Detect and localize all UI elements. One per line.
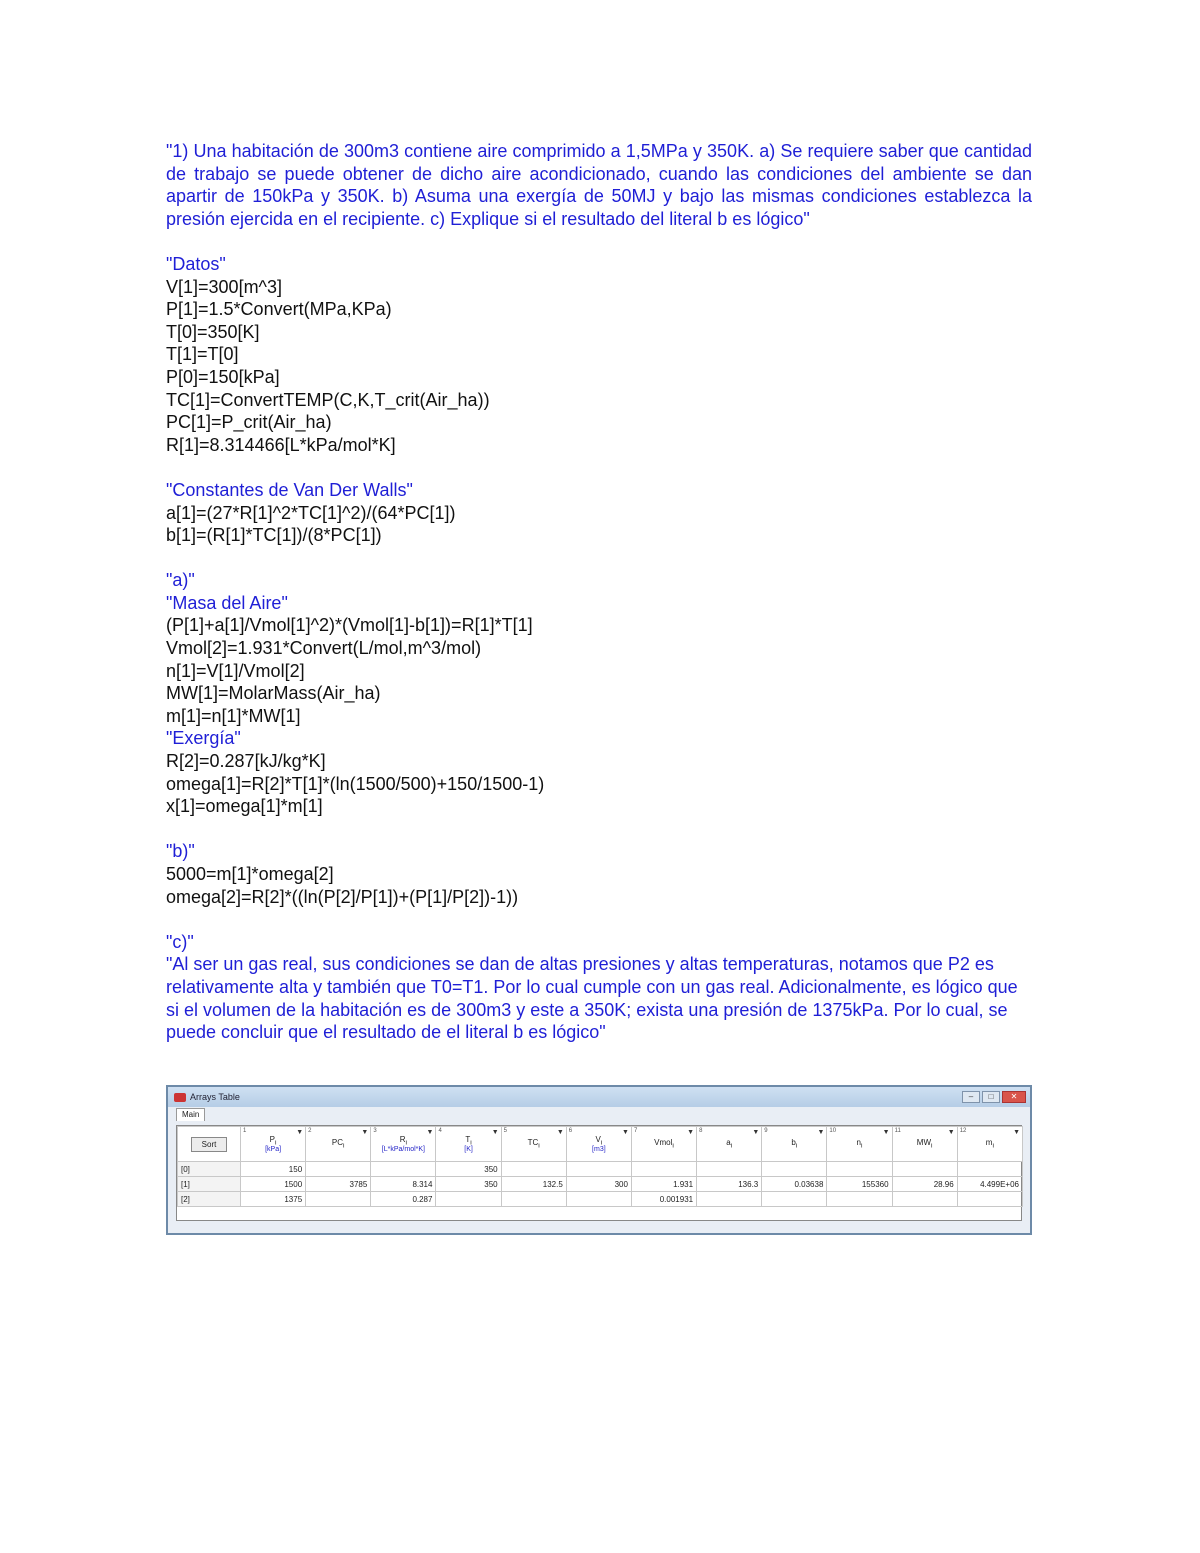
table-cell[interactable]: 150 [241, 1162, 306, 1177]
masa-block [166, 614, 1032, 727]
code-line: a[1]=(27*R[1]^2*TC[1]^2)/(64*PC[1]) [166, 502, 456, 523]
table-cell[interactable]: 1.931 [631, 1177, 696, 1192]
code-line: (P[1]+a[1]/Vmol[1]^2)*(Vmol[1]-b[1])=R[1]*T[1] [166, 615, 533, 636]
arrays-table [177, 1126, 1023, 1207]
column-header-a[interactable] [697, 1127, 762, 1162]
column-name: b [791, 1138, 796, 1148]
column-header-r[interactable] [371, 1127, 436, 1162]
part-b-heading: "b)" [166, 841, 195, 862]
column-index: 10 [829, 1128, 837, 1134]
table-cell[interactable] [762, 1192, 827, 1207]
table-cell[interactable] [436, 1192, 501, 1207]
window-titlebar[interactable] [168, 1087, 1030, 1107]
column-menu-icon[interactable]: ▼ [947, 1129, 955, 1136]
column-index: 4 [438, 1128, 442, 1134]
column-subscript: i [600, 1139, 603, 1147]
table-cell[interactable]: 350 [436, 1177, 501, 1192]
column-menu-icon[interactable]: ▼ [817, 1129, 825, 1136]
row-index[interactable]: [2] [178, 1192, 241, 1207]
table-cell[interactable] [371, 1162, 436, 1177]
column-name: PC [331, 1138, 344, 1148]
column-subscript: i [470, 1139, 472, 1147]
table-cell[interactable]: 1500 [241, 1177, 306, 1192]
column-subscript: i [343, 1142, 345, 1150]
column-unit: [m3] [592, 1146, 606, 1154]
code-line: 5000=m[1]*omega[2] [166, 864, 334, 884]
problem-statement: "1) Una habitación de 300m3 contiene aire comprimido a 1,5MPa y 350K. a) Se requiere saber que cantidad de trabajo se puede obtener de dicho aire acondicionado, cuando las condiciones del ambiente se dan apartir de 150kPa y 350K. b) Asuma una exergía de 50MJ y bajo las mismas condiciones establezca la presión ejercida en el recipiente. c) Explique si el resultado del literal b es lógico" [166, 141, 1032, 229]
column-name: V [595, 1134, 601, 1144]
column-index: 11 [894, 1128, 901, 1134]
column-name: m [985, 1138, 993, 1148]
column-menu-icon[interactable]: ▼ [296, 1129, 304, 1136]
conclusion-text: "Al ser un gas real, sus condiciones se dan de altas presiones y altas temperaturas, notamos que P2 es relativamente alta y también que T0=T1. Por lo cual cumple con un gas real. Adicionalmente, es lógico que si el volumen de la habitación es de 300m3 y este a 350K; exista una presión de 1375kPa. Por lo cual, se puede concluir que el resultado de el literal b es lógico" [166, 954, 1018, 1043]
column-subscript: i [405, 1139, 408, 1147]
table-cell[interactable] [631, 1162, 696, 1177]
table-cell[interactable]: 1375 [241, 1192, 306, 1207]
code-line: x[1]=omega[1]*m[1] [166, 796, 323, 817]
code-line: omega[2]=R[2]*((ln(P[2]/P[1])+(P[1]/P[2])-1)) [166, 886, 519, 907]
vdw-block [166, 502, 1032, 547]
table-cell[interactable] [566, 1162, 631, 1177]
column-header-vmol[interactable] [631, 1127, 696, 1162]
column-menu-icon[interactable]: ▼ [687, 1129, 695, 1136]
table-cell[interactable]: 132.5 [501, 1177, 566, 1192]
arrays-grid [176, 1125, 1022, 1221]
column-menu-icon[interactable]: ▼ [622, 1129, 629, 1136]
column-name: Vmol [654, 1138, 673, 1148]
exergia-heading: "Exergía" [166, 728, 241, 749]
column-header-tc[interactable] [501, 1127, 566, 1162]
column-subscript: i [275, 1139, 277, 1147]
code-line: R[2]=0.287[kJ/kg*K] [166, 751, 326, 772]
code-line: MW[1]=MolarMass(Air_ha) [166, 683, 381, 704]
table-row [178, 1162, 1023, 1177]
table-cell[interactable] [501, 1192, 566, 1207]
code-line: T[0]=350[K] [166, 321, 260, 342]
table-cell[interactable]: 155360 [827, 1177, 892, 1192]
code-line: R[1]=8.314466[L*kPa/mol*K] [166, 434, 396, 455]
code-line: Vmol[2]=1.931*Convert(L/mol,m^3/mol) [166, 638, 482, 659]
column-subscript: i [860, 1142, 863, 1150]
column-header-pc[interactable] [306, 1127, 371, 1162]
header-row [178, 1127, 1023, 1162]
column-header-b[interactable] [762, 1127, 827, 1162]
column-header-t[interactable] [436, 1127, 501, 1162]
column-name: R [399, 1134, 406, 1144]
row-index[interactable]: [0] [178, 1162, 241, 1177]
column-index: 5 [503, 1128, 507, 1134]
column-header-m[interactable] [957, 1127, 1022, 1162]
vdw-heading: "Constantes de Van Der Walls" [166, 479, 413, 500]
column-name: n [856, 1138, 861, 1148]
column-name: TC [527, 1138, 539, 1148]
code-line: b[1]=(R[1]*TC[1])/(8*PC[1]) [166, 525, 382, 546]
column-subscript: i [992, 1142, 994, 1150]
column-unit: [kPa] [265, 1146, 282, 1154]
table-cell[interactable] [762, 1162, 827, 1177]
column-menu-icon[interactable]: ▼ [361, 1129, 369, 1136]
table-cell[interactable] [566, 1192, 631, 1207]
code-line: m[1]=n[1]*MW[1] [166, 705, 301, 726]
column-subscript: i [931, 1142, 933, 1150]
sort-button[interactable]: Sort [191, 1137, 228, 1152]
column-index: 7 [633, 1128, 638, 1134]
column-subscript: i [795, 1142, 798, 1150]
part-c-heading: "c)" [166, 931, 194, 952]
column-index: 6 [568, 1128, 573, 1134]
column-index: 12 [959, 1128, 967, 1134]
table-cell[interactable] [957, 1192, 1022, 1207]
column-subscript: i [672, 1142, 674, 1150]
sort-header-cell [178, 1127, 241, 1162]
part-a-heading: "a)" [166, 570, 195, 591]
exergia-block [166, 750, 1032, 818]
column-header-v[interactable] [566, 1127, 631, 1162]
table-cell[interactable] [827, 1192, 892, 1207]
code-line: P[1]=1.5*Convert(MPa,KPa) [166, 299, 392, 320]
table-cell[interactable]: 8.314 [371, 1177, 436, 1192]
column-unit: [L*kPa/mol*K] [381, 1146, 425, 1154]
arrays-table-window [166, 1085, 1032, 1235]
table-cell[interactable] [501, 1162, 566, 1177]
app-icon [174, 1093, 186, 1102]
code-line: P[0]=150[kPa] [166, 366, 280, 387]
table-row [178, 1192, 1023, 1207]
column-menu-icon[interactable]: ▼ [556, 1129, 564, 1136]
masa-heading: "Masa del Aire" [166, 592, 288, 613]
column-menu-icon[interactable]: ▼ [882, 1129, 890, 1136]
table-cell[interactable]: 3785 [306, 1177, 371, 1192]
column-index: 9 [764, 1128, 768, 1134]
column-subscript: i [538, 1142, 540, 1150]
column-header-p[interactable] [241, 1127, 306, 1162]
column-name: a [726, 1138, 731, 1148]
minimize-button[interactable]: – [962, 1091, 980, 1103]
table-cell[interactable]: 350 [436, 1162, 501, 1177]
table-cell[interactable]: 28.96 [892, 1177, 957, 1192]
column-index: 2 [308, 1128, 312, 1134]
row-index[interactable]: [1] [178, 1177, 241, 1192]
column-index: 8 [699, 1128, 703, 1134]
code-line: omega[1]=R[2]*T[1]*(ln(1500/500)+150/1500-1) [166, 773, 545, 794]
column-name: MW [916, 1138, 931, 1148]
code-line: TC[1]=ConvertTEMP(C,K,T_crit(Air_ha)) [166, 389, 490, 410]
column-header-mw[interactable] [892, 1127, 957, 1162]
table-cell[interactable] [827, 1162, 892, 1177]
table-cell[interactable]: 0.001931 [631, 1192, 696, 1207]
table-cell[interactable] [697, 1162, 762, 1177]
close-button[interactable]: ✕ [1002, 1091, 1026, 1103]
column-menu-icon[interactable]: ▼ [426, 1129, 434, 1136]
datos-block [166, 276, 1032, 457]
table-cell[interactable]: 0.287 [371, 1192, 436, 1207]
table-cell[interactable] [306, 1192, 371, 1207]
table-cell[interactable] [892, 1192, 957, 1207]
column-subscript: i [730, 1142, 733, 1150]
document-body [166, 140, 1032, 1044]
tab-main[interactable]: Main [176, 1108, 205, 1121]
column-menu-icon[interactable]: ▼ [1013, 1129, 1020, 1136]
column-header-n[interactable] [827, 1127, 892, 1162]
table-cell[interactable]: 4.499E+06 [957, 1177, 1022, 1192]
code-line: PC[1]=P_crit(Air_ha) [166, 412, 332, 433]
maximize-button[interactable]: □ [982, 1091, 1000, 1103]
window-title: Arrays Table [190, 1092, 240, 1102]
column-menu-icon[interactable]: ▼ [752, 1129, 760, 1136]
column-index: 3 [373, 1128, 377, 1134]
table-cell[interactable]: 300 [566, 1177, 631, 1192]
code-line: n[1]=V[1]/Vmol[2] [166, 660, 305, 681]
table-cell[interactable]: 136.3 [697, 1177, 762, 1192]
column-index: 1 [243, 1128, 247, 1134]
table-cell[interactable] [892, 1162, 957, 1177]
table-cell[interactable] [957, 1162, 1022, 1177]
table-cell[interactable]: 0.03638 [762, 1177, 827, 1192]
table-cell[interactable] [697, 1192, 762, 1207]
datos-heading: "Datos" [166, 253, 226, 274]
code-line: T[1]=T[0] [166, 344, 239, 365]
column-unit: [K] [464, 1146, 473, 1154]
table-cell[interactable] [306, 1162, 371, 1177]
column-name: T [465, 1134, 471, 1144]
table-row [178, 1177, 1023, 1192]
column-menu-icon[interactable]: ▼ [491, 1129, 499, 1136]
code-line: V[1]=300[m^3] [166, 276, 283, 297]
column-name: P [269, 1134, 275, 1144]
part-b-block [166, 863, 1032, 908]
